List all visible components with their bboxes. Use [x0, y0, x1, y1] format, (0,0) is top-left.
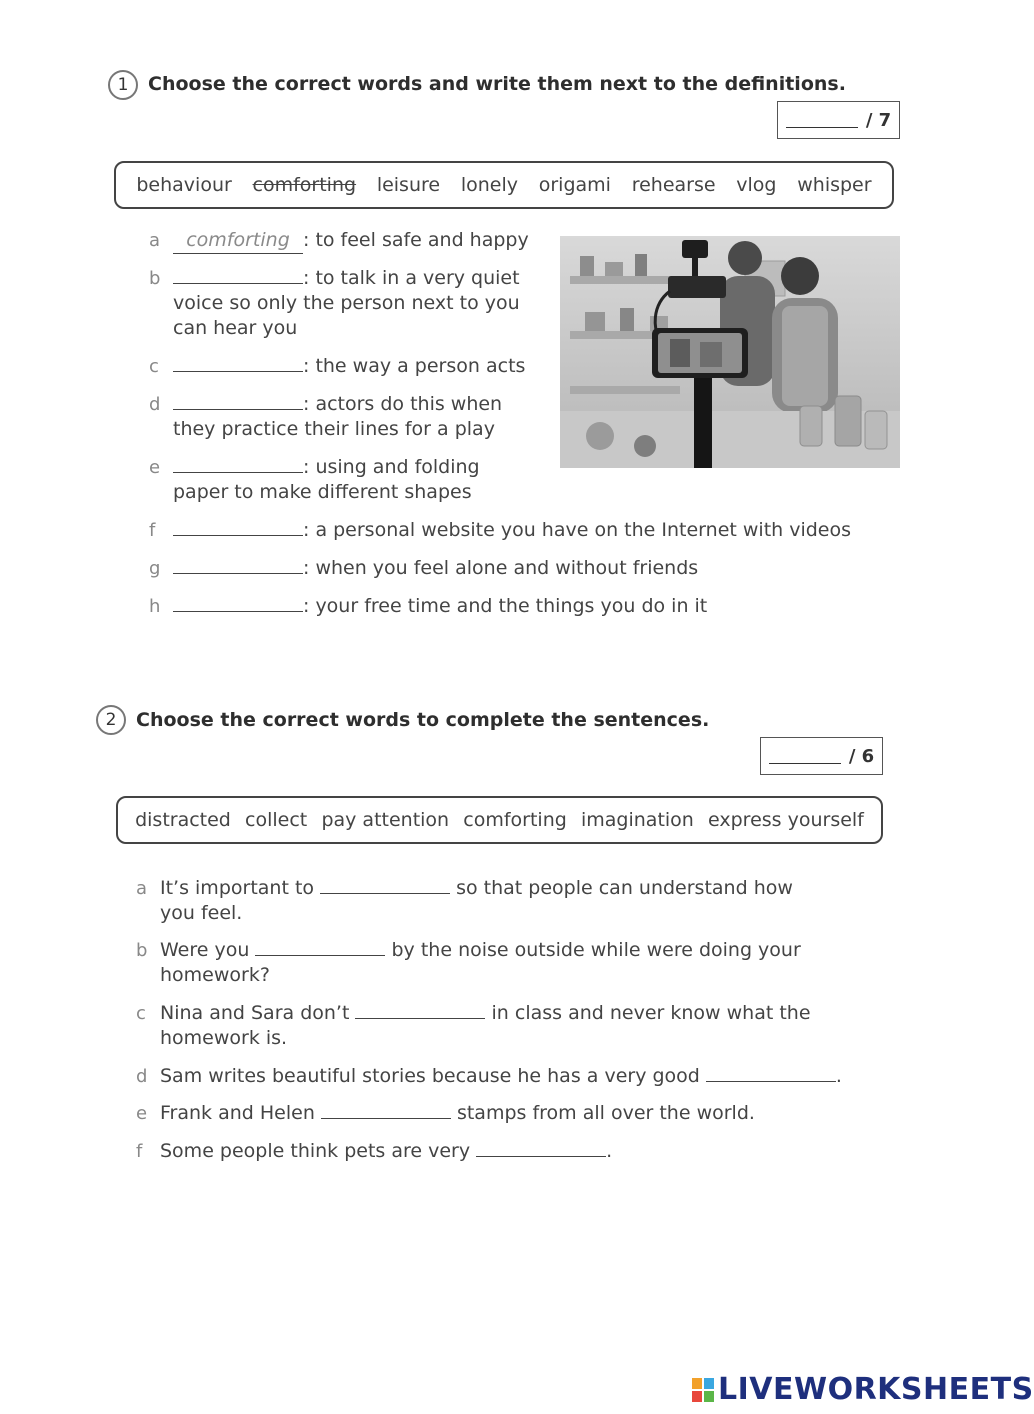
word-bank-item: distracted [135, 809, 231, 831]
answer-a[interactable]: comforting [173, 228, 303, 254]
definition-b [149, 266, 534, 341]
word-bank-item: vlog [736, 174, 777, 196]
sentence-blank-d[interactable] [706, 1064, 836, 1082]
word-bank-item: rehearse [631, 174, 716, 196]
item-letter: g [149, 558, 161, 579]
sentence-f [136, 1139, 876, 1164]
word-bank-item-used: comforting [252, 174, 357, 196]
sentence-e [136, 1101, 876, 1126]
definition-a [149, 228, 544, 254]
definition-f [149, 518, 909, 543]
liveworksheets-logo [692, 1372, 1034, 1407]
item-letter: c [136, 1003, 146, 1024]
answer-blank-d[interactable] [173, 392, 303, 410]
item-letter: d [136, 1066, 148, 1087]
score-box-2 [760, 737, 883, 775]
word-bank-item: express yourself [708, 809, 864, 831]
item-letter: d [149, 394, 161, 415]
sentence-after: stamps from all over the world. [456, 1102, 755, 1124]
definition-text: : actors do this when they practice their lines for a play [173, 393, 503, 440]
answer-blank-h[interactable] [173, 594, 303, 612]
logo-grid-icon [692, 1378, 714, 1402]
sentence-c [136, 1001, 836, 1051]
definition-text: : the way a person acts [303, 355, 526, 377]
answer-blank-g[interactable] [173, 556, 303, 574]
sentence-blank-f[interactable] [476, 1139, 606, 1157]
score-total-1: / 7 [865, 109, 892, 131]
sentence-a [136, 876, 816, 926]
item-letter: b [136, 940, 148, 961]
exercise-1-title: Choose the correct words and write them next to the definitions. [148, 73, 846, 95]
exercise-2-title: Choose the correct words to complete the sentences. [136, 709, 710, 731]
item-letter: c [149, 356, 159, 377]
score-total-2: / 6 [848, 745, 875, 767]
sentence-before: Some people think pets are very [160, 1140, 471, 1162]
answer-blank-f[interactable] [173, 518, 303, 536]
answer-blank-b[interactable] [173, 266, 303, 284]
word-bank-1 [114, 161, 894, 209]
vlog-photo-illustration [560, 236, 900, 468]
word-bank-item: comforting [463, 809, 567, 831]
sentence-after: so that people can understand how you feel. [160, 877, 793, 924]
item-letter: h [149, 596, 161, 617]
definition-text: : your free time and the things you do in it [303, 595, 708, 617]
word-bank-item: pay attention [321, 809, 450, 831]
exercise-number-1: 1 [108, 70, 138, 100]
sentence-before: Nina and Sara don’t [160, 1002, 350, 1024]
definition-text: : a personal website you have on the Internet with videos [303, 519, 852, 541]
item-letter: f [136, 1141, 143, 1162]
definition-d [149, 392, 534, 442]
sentence-after: . [835, 1065, 842, 1087]
word-bank-item: behaviour [136, 174, 232, 196]
sentence-blank-c[interactable] [355, 1001, 485, 1019]
sentence-before: Frank and Helen [160, 1102, 315, 1124]
item-letter: b [149, 268, 161, 289]
word-bank-item: origami [538, 174, 611, 196]
word-bank-item: whisper [797, 174, 872, 196]
sentence-blank-a[interactable] [320, 876, 450, 894]
score-box-1 [777, 101, 900, 139]
sentence-after: . [606, 1140, 613, 1162]
item-letter: a [149, 230, 161, 251]
definition-text: : when you feel alone and without friends [303, 557, 699, 579]
sentence-blank-e[interactable] [321, 1101, 451, 1119]
sentence-before: It’s important to [160, 877, 315, 899]
sentence-after: in class and never know what the homework is. [160, 1002, 811, 1049]
item-letter: f [149, 520, 156, 541]
definition-text: : to feel safe and happy [303, 229, 529, 251]
answer-blank-e[interactable] [173, 455, 303, 473]
definition-c [149, 354, 544, 379]
exercise-number-2: 2 [96, 705, 126, 735]
sentence-blank-b[interactable] [255, 938, 385, 956]
sentence-d [136, 1064, 876, 1089]
item-letter: a [136, 878, 148, 899]
item-letter: e [136, 1103, 148, 1124]
definition-text: : using and folding paper to make different shapes [173, 456, 480, 503]
word-bank-item: imagination [580, 809, 694, 831]
brand-name: LIVEWORKSHEETS [718, 1372, 1034, 1407]
answer-blank-c[interactable] [173, 354, 303, 372]
vlog-photo [560, 236, 900, 468]
sentence-after: by the noise outside while were doing your homework? [160, 939, 801, 986]
definition-g [149, 556, 909, 581]
word-bank-item: leisure [376, 174, 441, 196]
definition-h [149, 594, 909, 619]
definition-text: : to talk in a very quiet voice so only the person next to you can hear you [173, 267, 520, 339]
score-blank-1[interactable] [786, 113, 858, 128]
item-letter: e [149, 457, 161, 478]
sentence-before: Were you [160, 939, 250, 961]
sentence-before: Sam writes beautiful stories because he has a very good [160, 1065, 700, 1087]
sentence-b [136, 938, 816, 988]
word-bank-item: collect [245, 809, 308, 831]
score-blank-2[interactable] [769, 749, 841, 764]
word-bank-item: lonely [460, 174, 518, 196]
definition-e [149, 455, 519, 505]
word-bank-2 [116, 796, 883, 844]
